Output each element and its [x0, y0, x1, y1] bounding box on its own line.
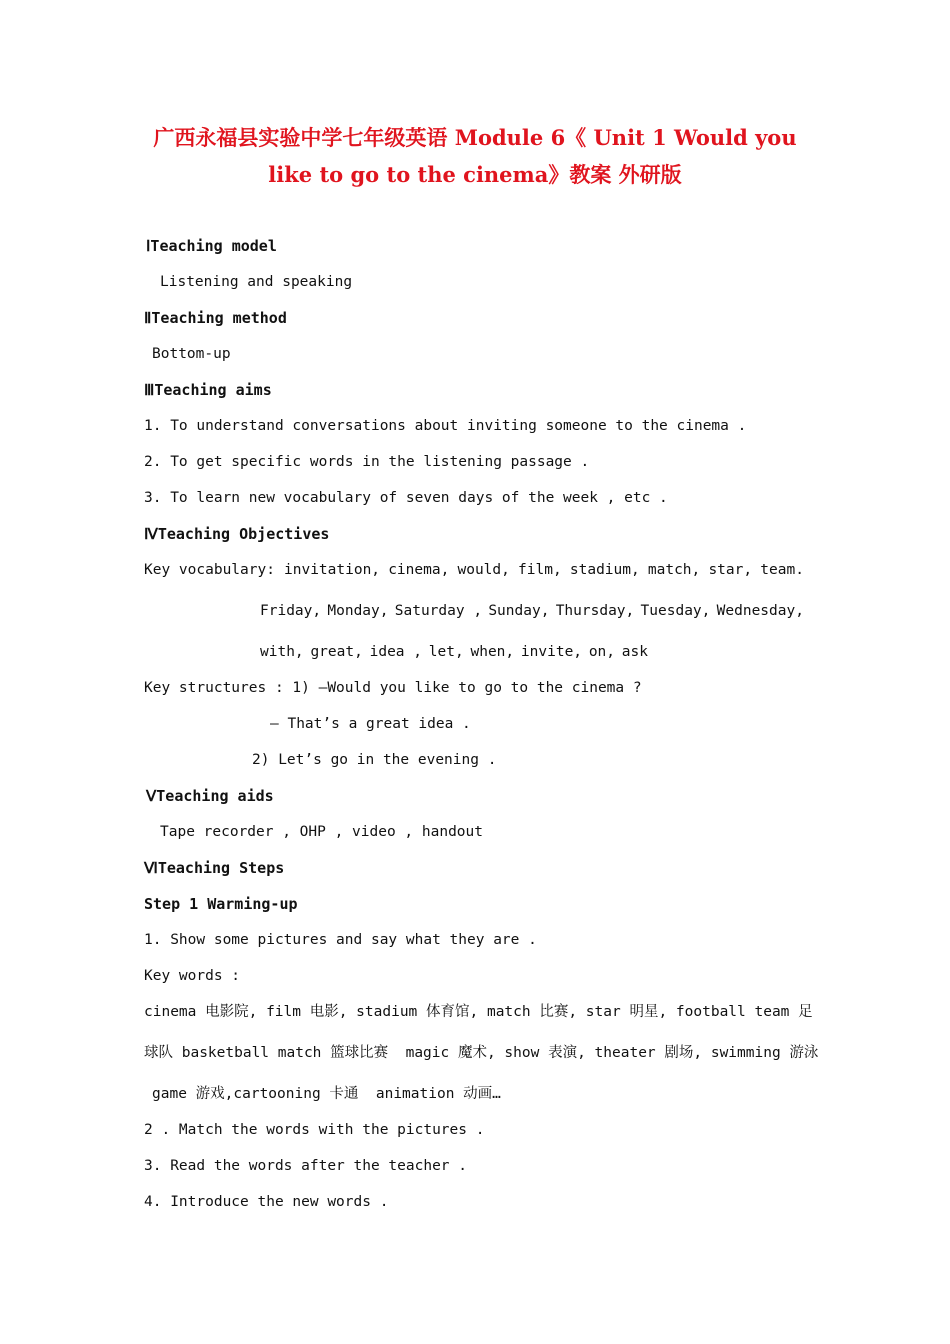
- key-words-label: Key words :: [144, 968, 241, 984]
- vocab-word: when,: [470, 644, 515, 660]
- structure-reply-line: — That’s a great idea .: [270, 716, 471, 732]
- vocab-word: cinema,: [388, 562, 450, 578]
- teaching-method-text: Bottom-up: [152, 346, 231, 362]
- vocab-word: ask: [621, 644, 648, 660]
- vocab-word: Wednesday,: [716, 603, 804, 619]
- aim-item-1: 1. To understand conversations about inviting someone to the cinema .: [144, 418, 747, 434]
- vocab-row-3: [260, 642, 648, 662]
- section-heading-teaching-method: ⅡTeaching method: [144, 309, 287, 327]
- vocab-word: Tuesday,: [640, 603, 711, 619]
- vocab-word: would,: [457, 562, 510, 578]
- vocab-word: team.: [760, 562, 804, 578]
- structure-2-line: 2) Let’s go in the evening .: [252, 752, 497, 768]
- key-vocabulary-label: Key vocabulary:: [144, 562, 275, 578]
- vocab-row-2: [260, 601, 804, 621]
- section-heading-teaching-model: ⅠTeaching model: [146, 237, 277, 255]
- vocab-word: idea ,: [369, 644, 422, 660]
- key-words-line-1: cinema 电影院, film 电影, stadium 体育馆, match 比赛, star 明星, football team 足: [144, 1004, 813, 1020]
- vocab-word: with,: [260, 644, 304, 660]
- section-heading-teaching-steps: ⅥTeaching Steps: [144, 859, 285, 877]
- vocab-word: match,: [647, 562, 701, 578]
- section-heading-teaching-objectives: ⅣTeaching Objectives: [144, 525, 330, 543]
- aim-item-3: 3. To learn new vocabulary of seven days of the week , etc .: [144, 490, 668, 506]
- step-1-heading: Step 1 Warming-up: [144, 895, 298, 913]
- step-1-item-3: 3. Read the words after the teacher .: [144, 1158, 468, 1174]
- vocab-word: Friday,: [260, 603, 322, 619]
- section-heading-teaching-aims: ⅢTeaching aims: [144, 381, 272, 399]
- vocab-word: star,: [708, 562, 753, 578]
- vocab-word: great,: [310, 644, 363, 660]
- step-1-item-2: 2 . Match the words with the pictures .: [144, 1122, 485, 1138]
- vocab-word: stadium,: [569, 562, 640, 578]
- vocab-word: on,: [588, 644, 616, 660]
- teaching-aids-text: Tape recorder , OHP , video , handout: [160, 824, 484, 840]
- vocab-word: Monday,: [327, 603, 389, 619]
- vocab-word: invitation,: [284, 562, 381, 578]
- vocab-word: film,: [518, 562, 562, 578]
- document-title-line-1: 广西永福县实验中学七年级英语 Module 6《 Unit 1 Would you: [153, 125, 797, 150]
- section-heading-teaching-aids: ⅤTeaching aids: [146, 787, 274, 805]
- key-words-line-2: 球队 basketball match 篮球比赛 magic 魔术, show 表演, theater 剧场, swimming 游泳: [144, 1045, 819, 1061]
- vocab-word: Saturday ,: [394, 603, 483, 619]
- step-1-item-1: 1. Show some pictures and say what they are .: [144, 932, 537, 948]
- key-structures-line: Key structures : 1) —Would you like to go to the cinema ?: [144, 680, 642, 696]
- key-words-line-3: game 游戏,cartooning 卡通 animation 动画…: [152, 1086, 501, 1102]
- vocab-row-1: [284, 560, 804, 580]
- vocab-word: Thursday,: [555, 603, 635, 619]
- step-1-item-4: 4. Introduce the new words .: [144, 1194, 389, 1210]
- aim-item-2: 2. To get specific words in the listening passage .: [144, 454, 590, 470]
- document-title-line-2: like to go to the cinema》教案 外研版: [268, 162, 682, 187]
- vocab-word: let,: [428, 644, 464, 660]
- teaching-model-text: Listening and speaking: [160, 274, 353, 290]
- vocab-word: Sunday,: [488, 603, 550, 619]
- vocab-word: invite,: [520, 644, 583, 660]
